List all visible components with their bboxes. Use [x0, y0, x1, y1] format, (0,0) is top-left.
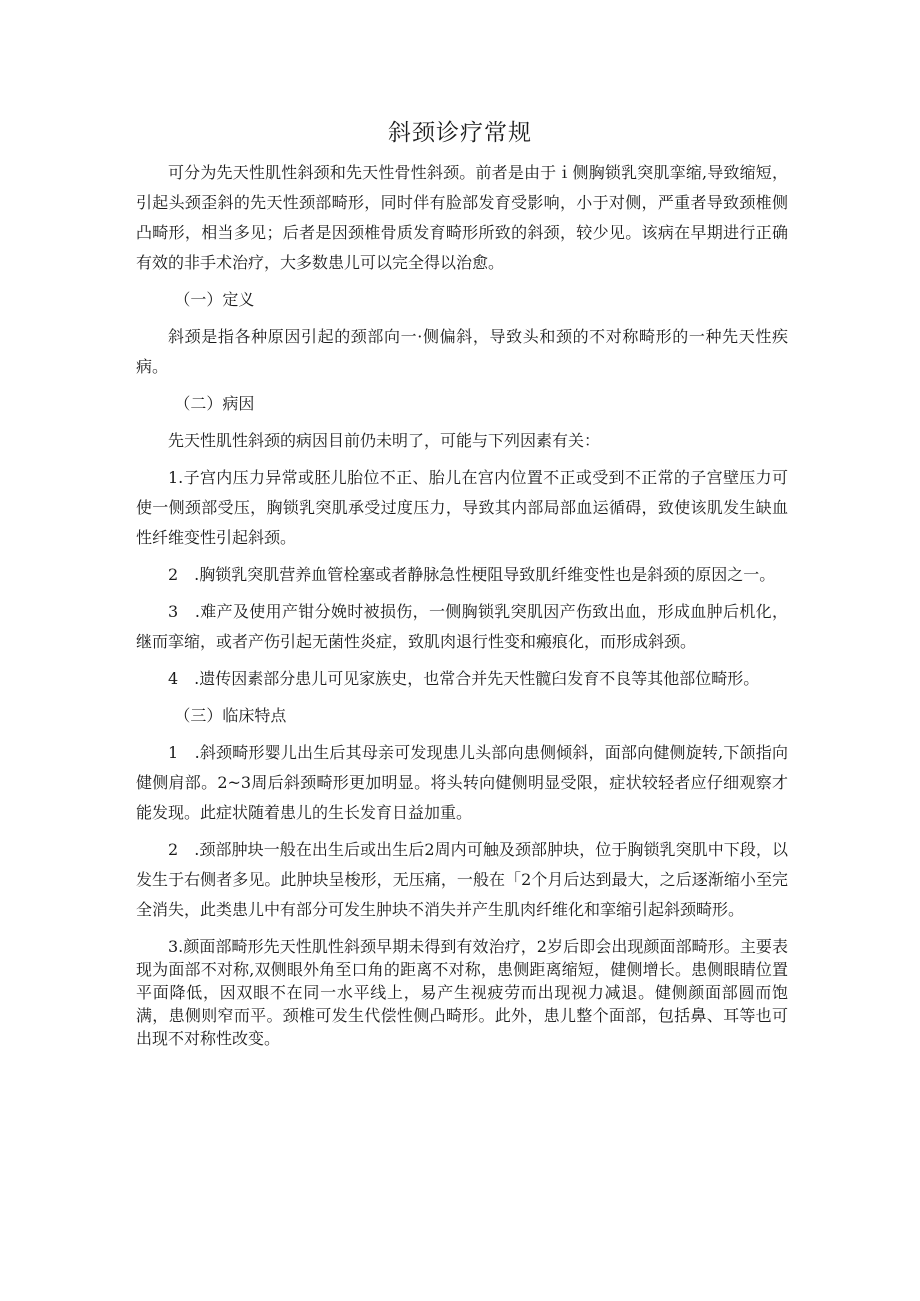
- cause-item-4: 4 .遗传因素部分患儿可见家族史，也常合并先天性髋臼发育不良等其他部位畸形。: [168, 669, 760, 688]
- section-heading-clinical: （三）临床特点: [174, 706, 287, 725]
- document-body: [136, 158, 788, 1057]
- cause-item-2: 2 .胸锁乳突肌营养血管栓塞或者静脉急性梗阻导致肌纤维变性也是斜颈的原因之一。: [168, 565, 776, 584]
- page-title: 斜颈诊疗常规: [388, 120, 532, 146]
- cause-item-3: 3 .难产及使用产钳分娩时被损伤，一侧胸锁乳突肌因产伤致出血，形成血肿后机化，继而挛缩，或者产伤引起无菌性炎症，致肌肉退行性变和瘢痕化，而形成斜颈。: [136, 602, 788, 651]
- clinical-item-2: 2 .颈部肿块一般在出生后或出生后2周内可触及颈部肿块，位于胸锁乳突肌中下段，以发生于右侧者多见。此肿块呈梭形，无压痛，一般在「2个月后达到最大，之后逐渐缩小至完全消失，此类患儿中有部分可发生肿块不消失并产生肌肉纤维化和挛缩引起斜颈畸形。: [136, 840, 788, 919]
- intro-paragraph: 可分为先天性肌性斜颈和先天性骨性斜颈。前者是由于ｉ侧胸锁乳突肌挛缩,导致缩短，引起头颈歪斜的先天性颈部畸形，同时伴有脸部发育受影响，小于对侧，严重者导致颈椎侧凸畸形，相当多见；后者是因颈椎骨质发育畸形所致的斜颈，较少见。该病在早期进行正确有效的非手术治疗，大多数患儿可以完全得以治愈。: [136, 163, 788, 272]
- section-heading-definition: （一）定义: [174, 290, 255, 309]
- clinical-item-1: 1 .斜颈畸形婴儿出生后其母亲可发现患儿头部向患侧倾斜，面部向健侧旋转,下颌指向健侧肩部。2~3周后斜颈畸形更加明显。将头转向健侧明显受限，症状较轻者应仔细观察才能发现。此症状随着患儿的生长发育日益加重。: [136, 743, 788, 822]
- cause-item-1: 1.子宫内压力异常或胚儿胎位不正、胎儿在宫内位置不正或受到不正常的子宫壁压力可使一侧颈部受压，胸锁乳突肌承受过度压力，导致其内部局部血运循碍，致使该肌发生缺血性纤维变性引起斜颈。: [136, 468, 788, 547]
- cause-intro-paragraph: 先天性肌性斜颈的病因目前仍未明了，可能与下列因素有关：: [168, 431, 601, 450]
- section-heading-cause: （二）病因: [174, 394, 255, 413]
- definition-paragraph: 斜颈是指各种原因引起的颈部向一·侧偏斜，导致头和颈的不对称畸形的一种先天性疾病。: [136, 327, 788, 376]
- clinical-item-3: 3.颜面部畸形先天性肌性斜颈早期未得到有效治疗，2岁后即会出现颜面部畸形。主要表现为面部不对称,双侧眼外角至口角的距离不对称，患侧距离缩短，健侧增长。患侧眼睛位置平面降低，因双眼不在同一水平线上，易产生视疲劳而出现视力减退。健侧颜面部圆而饱满，患侧则窄而平。颈椎可发生代偿性侧凸畸形。此外，患儿整个面部，包括鼻、耳等也可出现不对称性改变。: [136, 937, 788, 1048]
